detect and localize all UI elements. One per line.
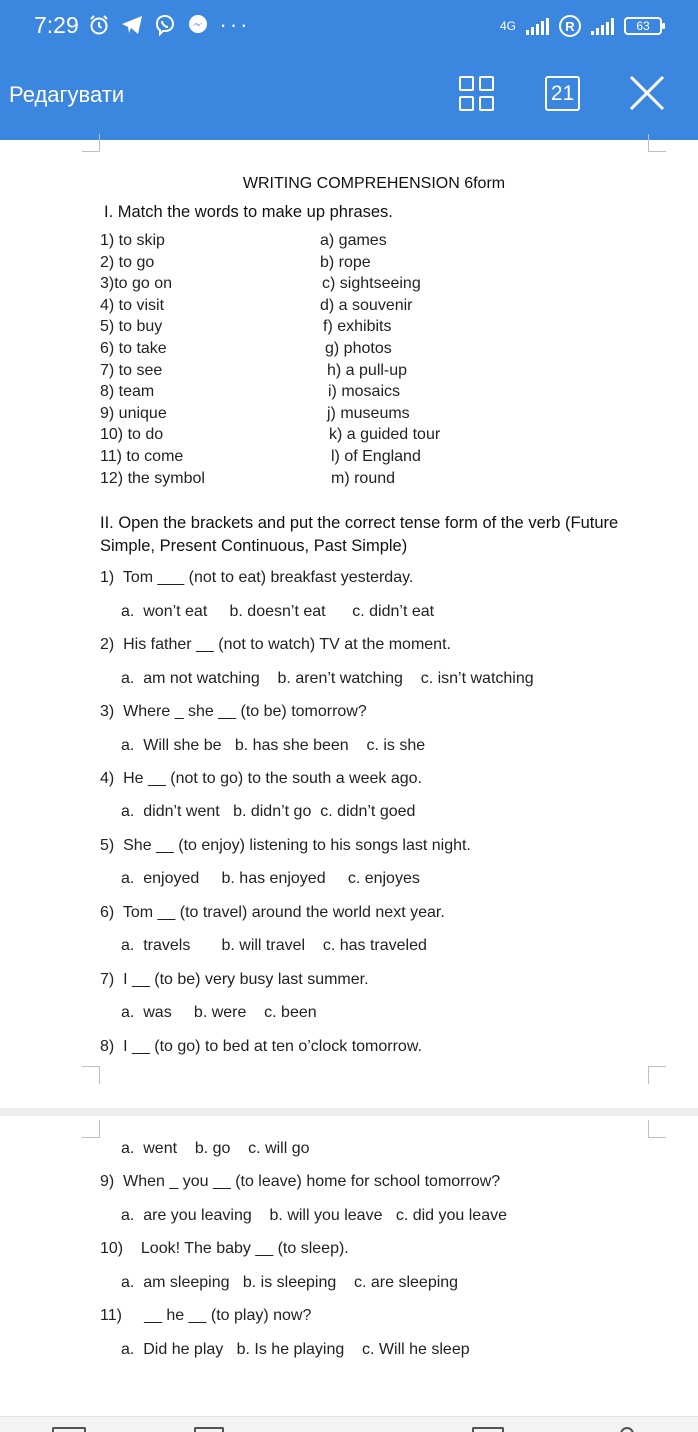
- answer-options: a. am not watching b. aren’t watching c. isn’t watching: [121, 670, 534, 687]
- question-text: 1) Tom ___ (not to eat) breakfast yesterday.: [100, 569, 414, 586]
- list-item: 9) unique: [100, 404, 167, 422]
- crop-mark: [648, 1066, 666, 1084]
- question-text: 3) Where _ she __ (to be) tomorrow?: [100, 703, 367, 720]
- grid-icon: [459, 76, 474, 91]
- document-title: WRITING COMPREHENSION 6form: [242, 175, 506, 192]
- list-item: j) museums: [327, 404, 410, 422]
- list-item: h) a pull-up: [327, 361, 408, 379]
- alarm-clock-icon: [86, 12, 112, 38]
- document-icon[interactable]: [194, 1427, 224, 1432]
- list-item: 5) to buy: [100, 318, 163, 336]
- list-item: 11) to come: [100, 447, 184, 465]
- messenger-icon: [185, 12, 211, 38]
- app-header: [0, 0, 698, 140]
- signal-strength-2-icon: [591, 17, 614, 35]
- match-right-column: [320, 230, 440, 489]
- telegram-icon: [119, 12, 145, 38]
- answer-options: a. enjoyed b. has enjoyed c. enjoyes: [121, 870, 420, 887]
- list-item: 10) to do: [100, 426, 164, 444]
- close-icon[interactable]: [628, 74, 666, 112]
- page-count-button[interactable]: 21: [545, 76, 580, 111]
- status-bar: [0, 0, 698, 52]
- list-item: 6) to take: [100, 339, 167, 357]
- question-text: 5) She __ (to enjoy) listening to his songs last night.: [100, 837, 471, 854]
- list-item: b) rope: [320, 253, 371, 271]
- crop-mark: [82, 1066, 100, 1084]
- list-item: a) games: [320, 232, 387, 249]
- crop-mark: [82, 1120, 100, 1138]
- layout-icon[interactable]: [52, 1427, 86, 1432]
- document-page-2: [0, 1116, 698, 1416]
- crop-mark: [82, 134, 100, 152]
- answer-options: a. didn’t went b. didn’t go c. didn’t goed: [121, 803, 416, 820]
- answer-options: a. am sleeping b. is sleeping c. are sleeping: [121, 1274, 459, 1291]
- question-text: 8) I __ (to go) to bed at ten o’clock tomorrow.: [100, 1038, 422, 1055]
- comment-icon[interactable]: [472, 1427, 504, 1432]
- question-text: 4) He __ (not to go) to the south a week ago.: [100, 770, 422, 787]
- list-item: 12) the symbol: [100, 469, 205, 487]
- list-item: 3)to go on: [100, 275, 173, 293]
- page-separator: [0, 1108, 698, 1116]
- question-text: 11) __ he __ (to play) now?: [100, 1307, 312, 1324]
- answer-options: a. travels b. will travel c. has traveled: [121, 937, 427, 954]
- signal-strength-icon: [526, 17, 549, 35]
- crop-mark: [648, 134, 666, 152]
- more-notifications-icon: ···: [219, 12, 251, 37]
- list-item: 1) to skip: [100, 232, 165, 249]
- network-type: 4G: [499, 19, 516, 33]
- question-text: 9) When _ you __ (to leave) home for school tomorrow?: [100, 1173, 501, 1190]
- answer-options: a. went b. go c. will go: [121, 1140, 310, 1157]
- document-page-1: [0, 140, 698, 1108]
- match-left-column: [100, 230, 205, 489]
- answer-options: a. was b. were c. been: [121, 1004, 317, 1021]
- question-text: 6) Tom __ (to travel) around the world next year.: [100, 904, 445, 921]
- question-text: 7) I __ (to be) very busy last summer.: [100, 971, 369, 988]
- list-item: 2) to go: [100, 253, 155, 271]
- answer-options: a. Will she be b. has she been c. is she: [121, 737, 426, 754]
- question-text: 2) His father __ (not to watch) TV at the moment.: [100, 636, 451, 653]
- answer-options: a. won’t eat b. doesn’t eat c. didn’t eat: [121, 603, 435, 620]
- list-item: i) mosaics: [328, 383, 401, 401]
- pen-icon[interactable]: [620, 1427, 634, 1432]
- question-text: 10) Look! The baby __ (to sleep).: [100, 1240, 349, 1257]
- battery-icon: 63: [624, 17, 662, 35]
- list-item: 8) team: [100, 383, 155, 401]
- grid-view-button[interactable]: [459, 76, 495, 112]
- list-item: k) a guided tour: [329, 426, 441, 444]
- roaming-icon: R: [559, 15, 581, 37]
- notification-icons: [86, 10, 251, 40]
- system-indicators: [500, 12, 662, 40]
- bottom-toolbar: [0, 1416, 698, 1432]
- list-item: c) sightseeing: [322, 275, 421, 293]
- status-time: 7:29: [34, 12, 79, 38]
- list-item: 4) to visit: [100, 296, 165, 314]
- list-item: g) photos: [325, 339, 392, 357]
- section-1-heading: I. Match the words to make up phrases.: [104, 203, 393, 221]
- list-item: l) of England: [331, 447, 421, 465]
- section-2-heading: II. Open the brackets and put the correct tense form of the verb (Future Simple, Present Continuous, Past Simple): [100, 514, 619, 555]
- crop-mark: [648, 1120, 666, 1138]
- list-item: d) a souvenir: [320, 296, 413, 314]
- answer-options: a. Did he play b. Is he playing c. Will he sleep: [121, 1341, 470, 1358]
- edit-button[interactable]: Редагувати: [9, 82, 125, 107]
- list-item: f) exhibits: [323, 318, 392, 336]
- list-item: m) round: [331, 469, 396, 487]
- list-item: 7) to see: [100, 361, 163, 379]
- viber-icon: [152, 12, 178, 38]
- answer-options: a. are you leaving b. will you leave c. did you leave: [121, 1207, 507, 1224]
